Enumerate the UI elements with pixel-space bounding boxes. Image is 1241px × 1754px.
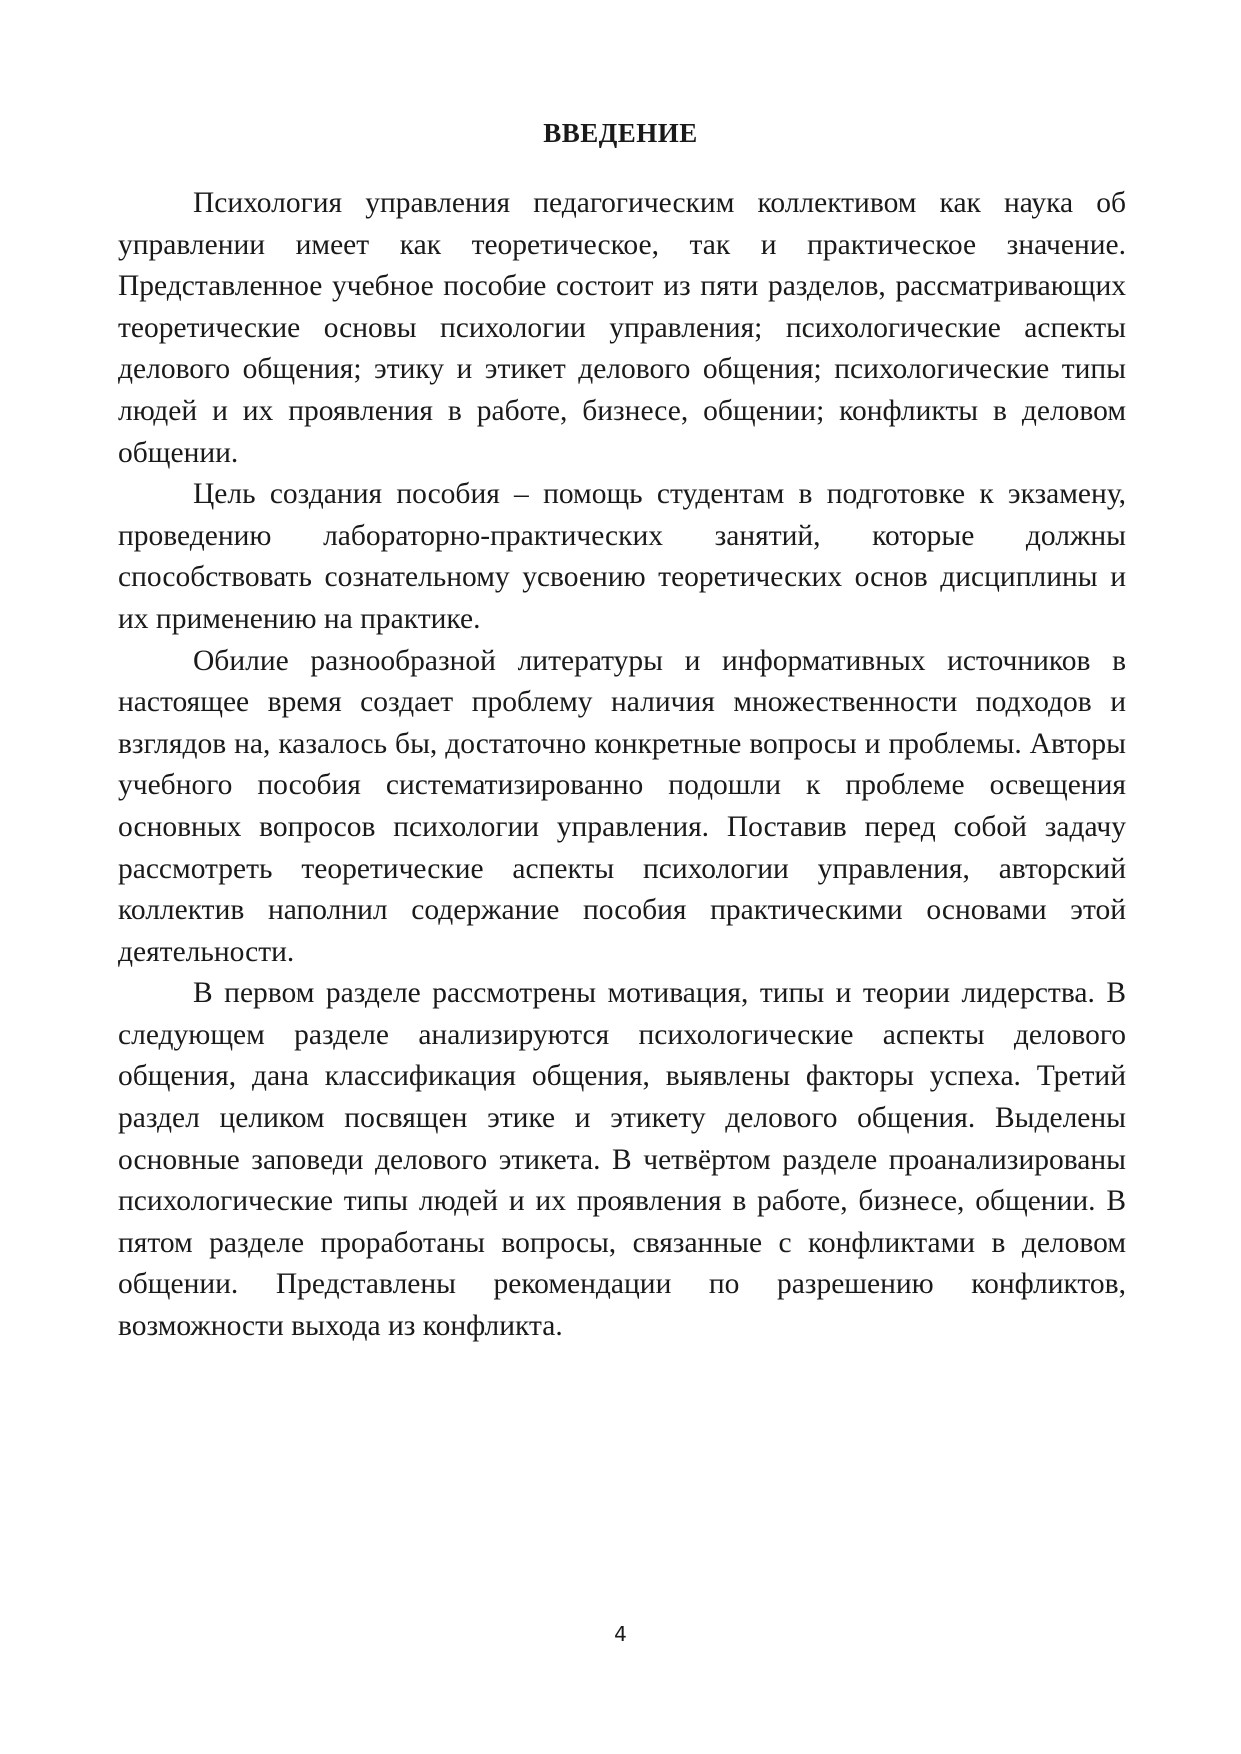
paragraph-1: Психология управления педагогическим коллективом как наука об управлении имеет как теоретическое, так и практическое значение. Представленное учебное пособие состоит из пяти разделов, рассматривающих теоретические основы психологии управления; психологические аспекты делового общения; этику и этикет делового общения; психологические типы людей и их проявления в работе, бизнесе, общении; конфликты в деловом общении.	[118, 187, 1126, 469]
paragraph-3: Обилие разнообразной литературы и информативных источников в настоящее время создает проблему наличия множественности подходов и взглядов на, казалось бы, достаточно конкретные вопросы и проблемы. Авторы учебного пособия систематизированно подошли к проблеме освещения основных вопросов психологии управления. Поставив перед собой задачу рассмотреть теоретические аспекты психологии управления, авторский коллектив наполнил содержание пособия практическими основами этой деятельности.	[118, 644, 1126, 968]
body-text	[118, 183, 1126, 1348]
page-title: ВВЕДЕНИЕ	[543, 118, 698, 148]
page-number: 4	[614, 1622, 627, 1646]
paragraph-4: В первом разделе рассмотрены мотивация, типы и теории лидерства. В следующем разделе анализируются психологические аспекты делового общения, дана классификация общения, выявлены факторы успеха. Третий раздел целиком посвящен этике и этикету делового общения. Выделены основные заповеди делового этикета. В четвёртом разделе проанализированы психологические типы людей и их проявления в работе, бизнесе, общении. В пятом разделе проработаны вопросы, связанные с конфликтами в деловом общении. Представлены рекомендации по разрешению конфликтов, возможности выхода из конфликта.	[118, 977, 1126, 1343]
paragraph-2: Цель создания пособия – помощь студентам в подготовке к экзамену, проведению лабораторно-практических занятий, которые должны способствовать сознательному усвоению теоретических основ дисциплины и их применению на практике.	[118, 478, 1126, 635]
